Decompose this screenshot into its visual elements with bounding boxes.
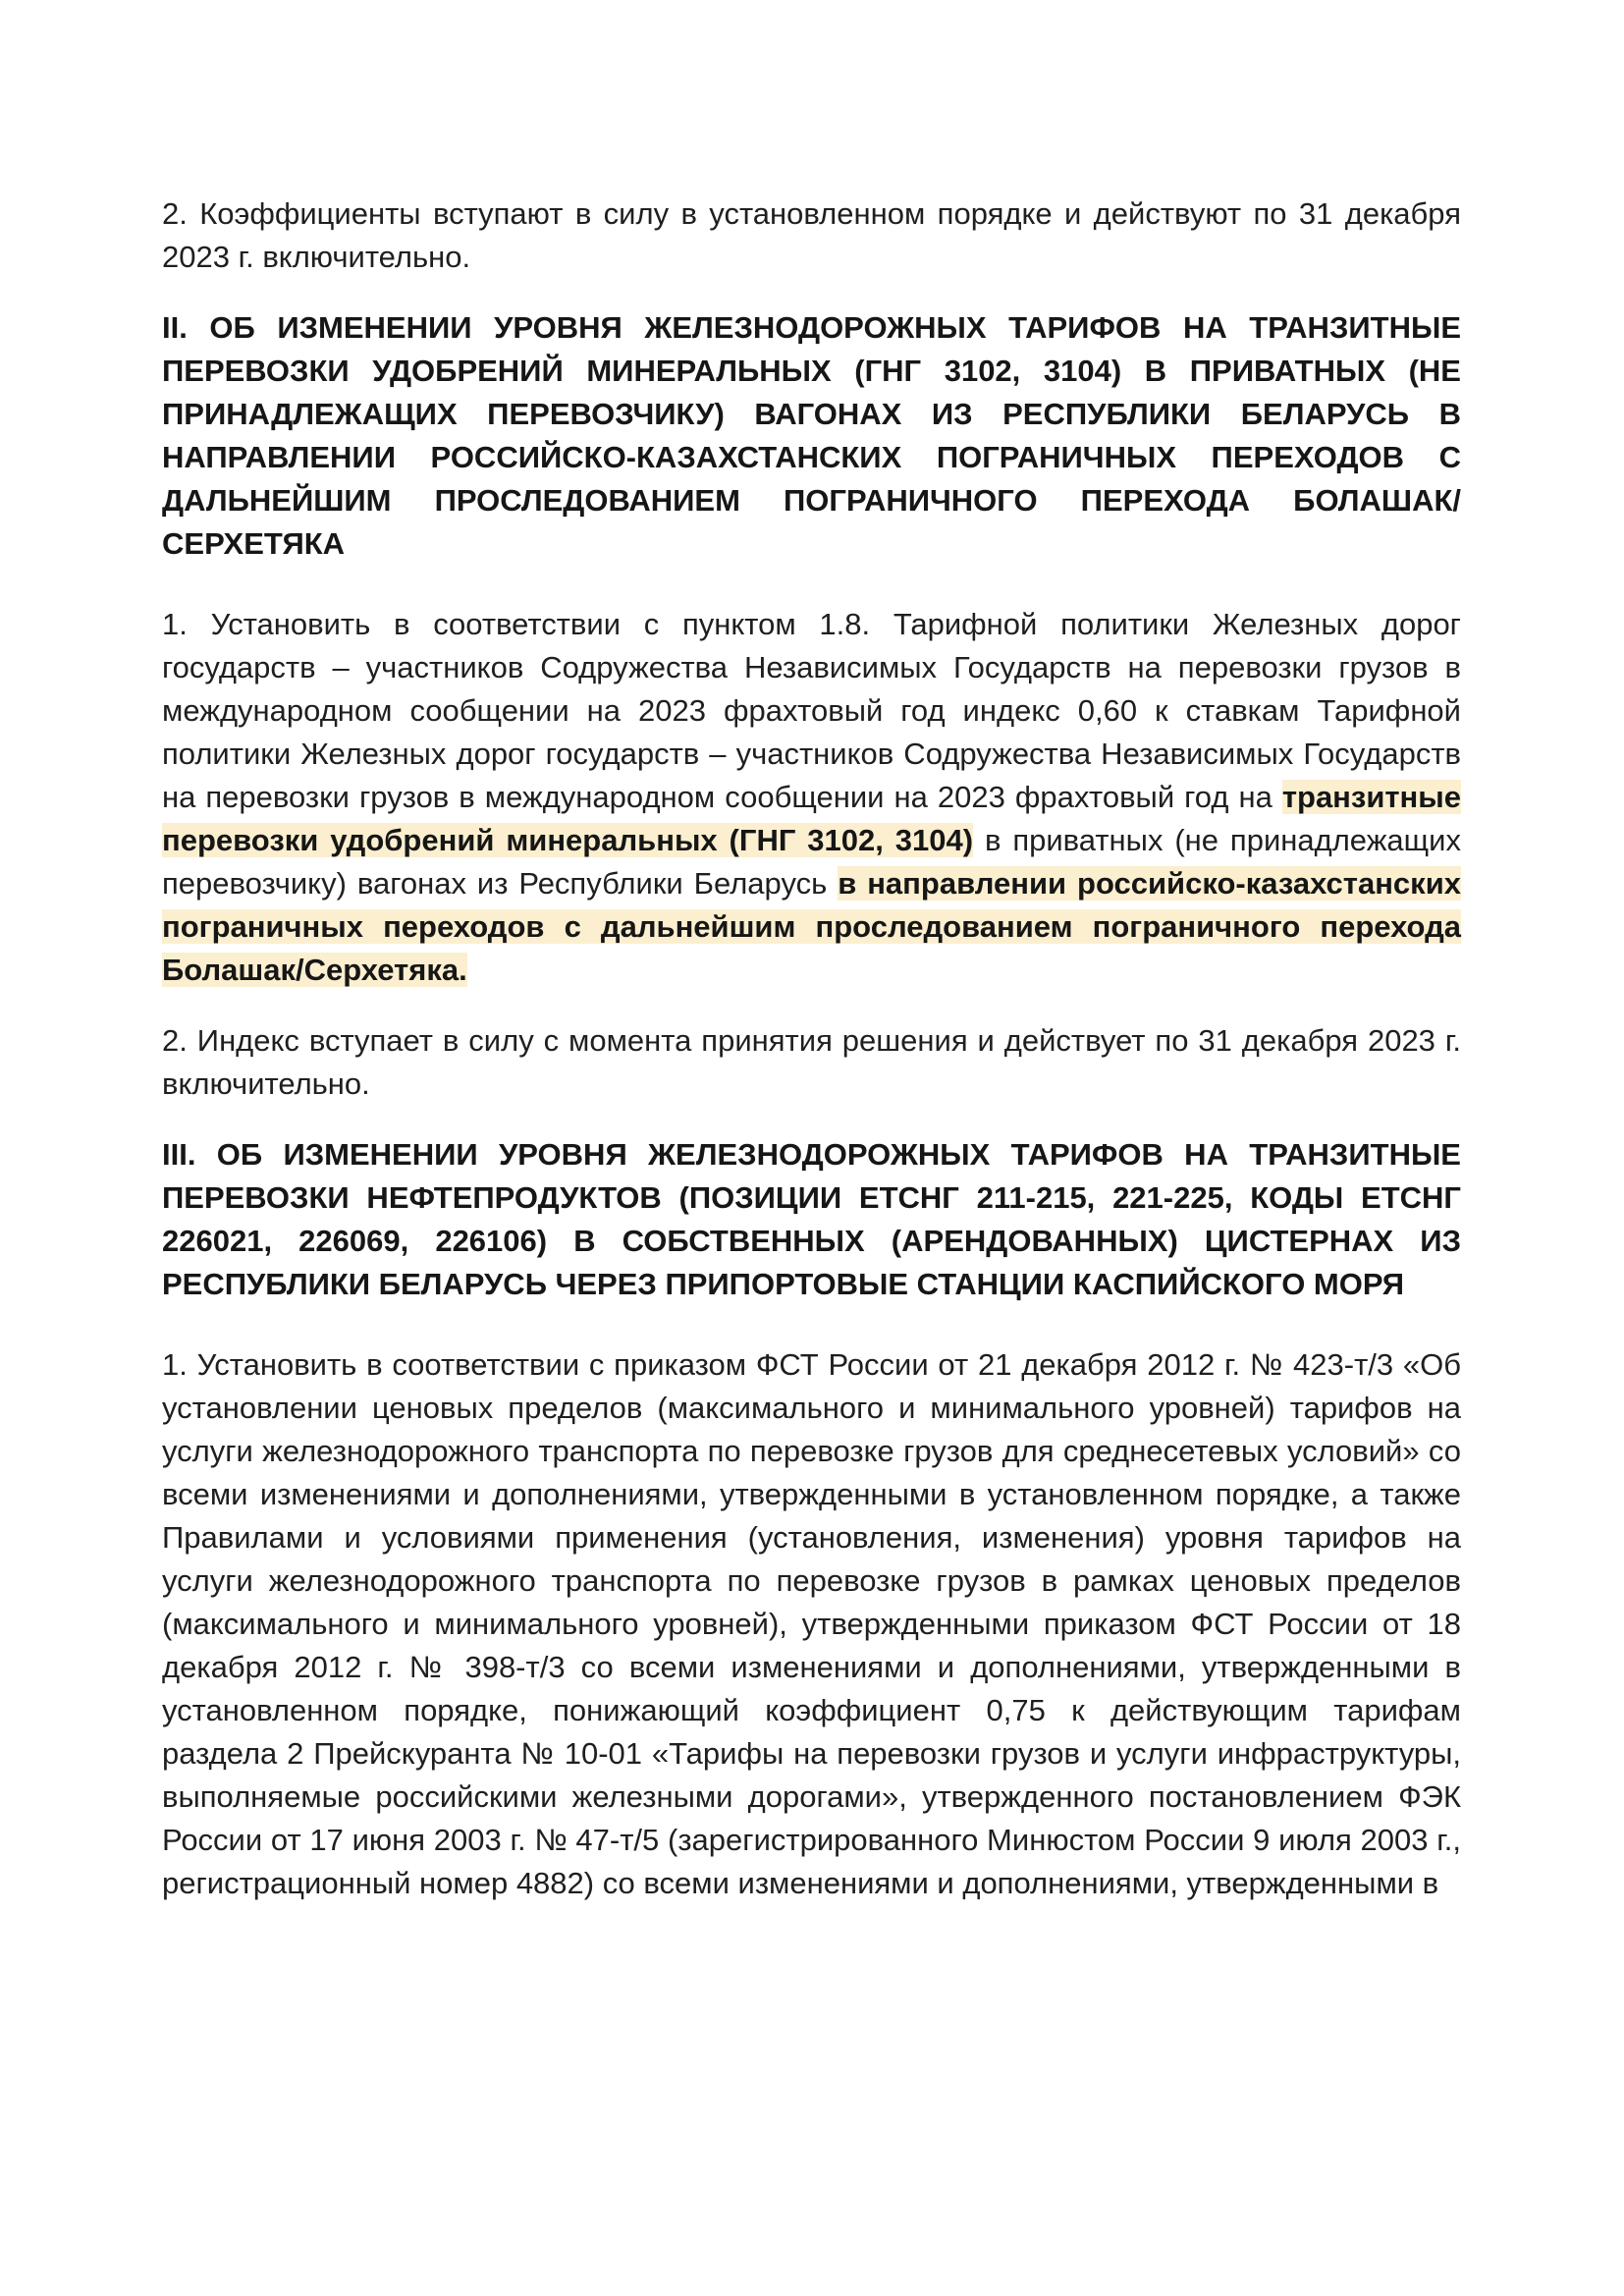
section-ii-paragraph-1	[162, 603, 1461, 992]
text-run-plain: в приватных (не принадлежащих перевозчику) вагонах из Республики Беларусь	[162, 823, 1461, 901]
text-run-highlighted-border-crossings: в направлении российско-казахстанских пограничных переходов с дальнейшим проследованием пограничного перехода Болашак/Серхетяка.	[162, 866, 1461, 987]
section-iii-paragraph-1: 1. Установить в соответствии с приказом ФСТ России от 21 декабря 2012 г. № 423-т/3 «Об установлении ценовых пределов (максимального и минимального уровней) тарифов на услуги железнодорожного транспорта по перевозке грузов для среднесетевых условий» со всеми изменениями и дополнениями, утвержденными в установленном порядке, а также Правилами и условиями применения (установления, изменения) уровня тарифов на услуги железнодорожного транспорта по перевозке грузов в рамках ценовых пределов (максимального и минимального уровней), утвержденными приказом ФСТ России от 18 декабря 2012 г. № 398-т/3 со всеми изменениями и дополнениями, утвержденными в установленном порядке, понижающий коэффициент 0,75 к действующим тарифам раздела 2 Прейскуранта № 10-01 «Тарифы на перевозки грузов и услуги инфраструктуры, выполняемые российскими железными дорогами», утвержденного постановлением ФЭК России от 17 июня 2003 г. № 47-т/5 (зарегистрированного Минюстом России 9 июля 2003 г., регистрационный номер 4882) со всеми изменениями и дополнениями, утвержденными в	[162, 1347, 1461, 1900]
text-run-plain: 1. Установить в соответствии с пунктом 1.8. Тарифной политики Железных дорог государств – участников Содружества Независимых Государств на перевозки грузов в международном сообщении на 2023 фрахтовый год индекс 0,60 к ставкам Тарифной политики Железных дорог государств – участников Содружества Независимых Государств на перевозки грузов в международном сообщении на 2023 фрахтовый год на	[162, 607, 1461, 814]
text-run-highlighted-fertilizers: транзитные перевозки удобрений минеральных (ГНГ 3102, 3104)	[162, 780, 1461, 857]
section-iii-heading: III. ОБ ИЗМЕНЕНИИ УРОВНЯ ЖЕЛЕЗНОДОРОЖНЫХ ТАРИФОВ НА ТРАНЗИТНЫЕ ПЕРЕВОЗКИ НЕФТЕПРОДУКТОВ (ПОЗИЦИИ ЕТСНГ 211-215, 221-225, КОДЫ ЕТСНГ 226021, 226069, 226106) В СОБСТВЕННЫХ (АРЕНДОВАННЫХ) ЦИСТЕРНАХ ИЗ РЕСПУБЛИКИ БЕЛАРУСЬ ЧЕРЕЗ ПРИПОРТОВЫЕ СТАНЦИИ КАСПИЙСКОГО МОРЯ	[162, 1137, 1461, 1301]
section-ii-paragraph-2-index-effective-date: 2. Индекс вступает в силу с момента принятия решения и действует по 31 декабря 2023 г. включительно.	[162, 1023, 1461, 1101]
paragraph-coefficients-effective-date: 2. Коэффициенты вступают в силу в установленном порядке и действуют по 31 декабря 2023 г. включительно.	[162, 196, 1461, 274]
section-ii-heading: II. ОБ ИЗМЕНЕНИИ УРОВНЯ ЖЕЛЕЗНОДОРОЖНЫХ ТАРИФОВ НА ТРАНЗИТНЫЕ ПЕРЕВОЗКИ УДОБРЕНИЙ МИНЕРАЛЬНЫХ (ГНГ 3102, 3104) В ПРИВАТНЫХ (НЕ ПРИНАДЛЕЖАЩИХ ПЕРЕВОЗЧИКУ) ВАГОНАХ ИЗ РЕСПУБЛИКИ БЕЛАРУСЬ В НАПРАВЛЕНИИ РОССИЙСКО-КАЗАХСТАНСКИХ ПОГРАНИЧНЫХ ПЕРЕХОДОВ С ДАЛЬНЕЙШИМ ПРОСЛЕДОВАНИЕМ ПОГРАНИЧНОГО ПЕРЕХОДА БОЛАШАК/СЕРХЕТЯКА	[162, 310, 1461, 561]
